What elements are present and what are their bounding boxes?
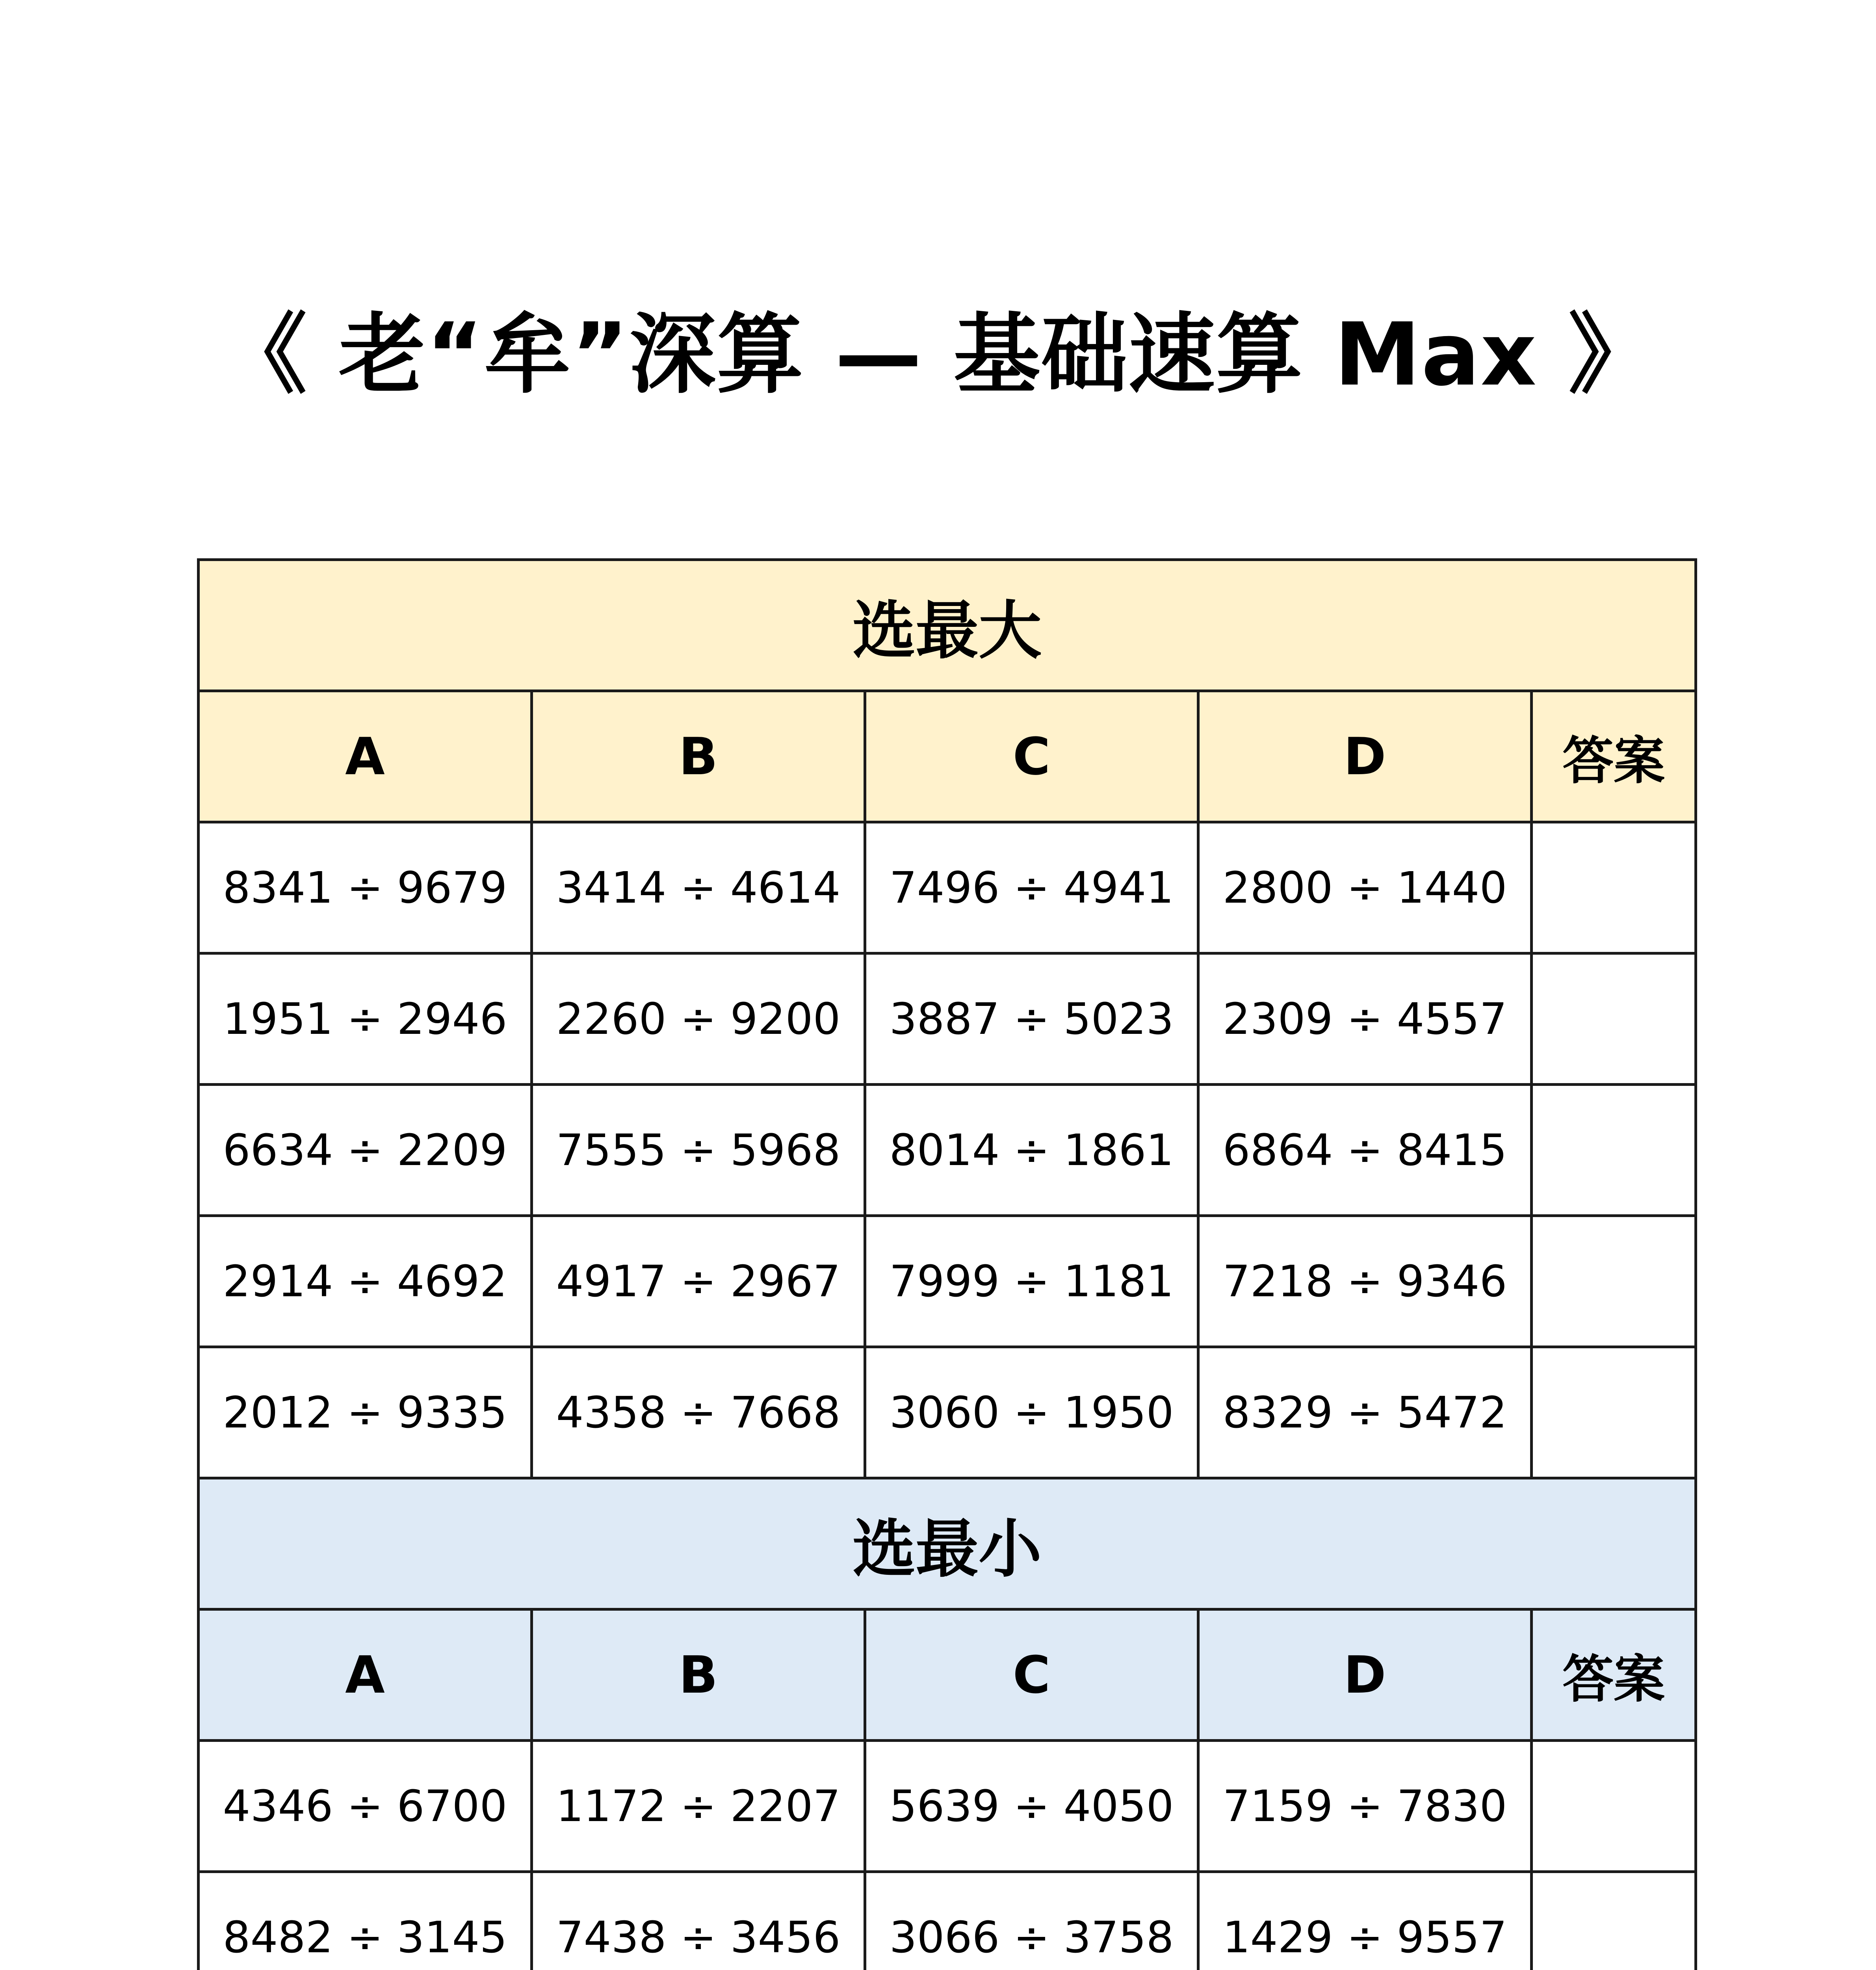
division-cell: 2260 ÷ 9200 (532, 953, 865, 1085)
division-cell: 4358 ÷ 7668 (532, 1347, 865, 1478)
division-cell: 8341 ÷ 9679 (199, 822, 532, 953)
table-row (199, 1741, 1696, 1872)
division-cell: 8482 ÷ 3145 (199, 1872, 532, 1970)
division-cell: 3060 ÷ 1950 (865, 1347, 1198, 1478)
select-min-column-header: A (199, 1609, 532, 1741)
division-cell: 3414 ÷ 4614 (532, 822, 865, 953)
division-cell: 1429 ÷ 9557 (1198, 1872, 1532, 1970)
division-cell: 3066 ÷ 3758 (865, 1872, 1198, 1970)
answer-field[interactable] (1532, 1216, 1696, 1347)
division-cell: 7555 ÷ 5968 (532, 1085, 865, 1216)
division-cell: 4346 ÷ 6700 (199, 1741, 532, 1872)
table-row (199, 1347, 1696, 1478)
division-cell: 1951 ÷ 2946 (199, 953, 532, 1085)
division-cell: 2914 ÷ 4692 (199, 1216, 532, 1347)
select-min-header-row (199, 1609, 1696, 1741)
select-max-section-title: 选最大 (199, 560, 1696, 691)
quiz-table (197, 558, 1697, 1970)
select-max-column-header: C (865, 691, 1198, 822)
division-cell: 7999 ÷ 1181 (865, 1216, 1198, 1347)
division-cell: 7496 ÷ 4941 (865, 822, 1198, 953)
division-cell: 5639 ÷ 4050 (865, 1741, 1198, 1872)
answer-field[interactable] (1532, 1741, 1696, 1872)
select-min-title-row (199, 1478, 1696, 1609)
division-cell: 8329 ÷ 5472 (1198, 1347, 1532, 1478)
select-min-column-header: D (1198, 1609, 1532, 1741)
division-cell: 3887 ÷ 5023 (865, 953, 1198, 1085)
answer-field[interactable] (1532, 1872, 1696, 1970)
table-row (199, 1085, 1696, 1216)
select-max-column-header: D (1198, 691, 1532, 822)
select-max-column-header: A (199, 691, 532, 822)
select-max-column-header: B (532, 691, 865, 822)
table-row (199, 822, 1696, 953)
select-min-answer-header: 答案 (1532, 1609, 1696, 1741)
table-row (199, 1216, 1696, 1347)
answer-field[interactable] (1532, 1347, 1696, 1478)
division-cell: 2309 ÷ 4557 (1198, 953, 1532, 1085)
division-cell: 2012 ÷ 9335 (199, 1347, 532, 1478)
answer-field[interactable] (1532, 822, 1696, 953)
select-min-column-header: C (865, 1609, 1198, 1741)
answer-field[interactable] (1532, 1085, 1696, 1216)
division-cell: 7159 ÷ 7830 (1198, 1741, 1532, 1872)
select-min-section-title: 选最小 (199, 1478, 1696, 1609)
division-cell: 6864 ÷ 8415 (1198, 1085, 1532, 1216)
select-max-header-row (199, 691, 1696, 822)
table-row (199, 953, 1696, 1085)
select-min-column-header: B (532, 1609, 865, 1741)
division-cell: 7218 ÷ 9346 (1198, 1216, 1532, 1347)
division-cell: 2800 ÷ 1440 (1198, 822, 1532, 953)
division-cell: 7438 ÷ 3456 (532, 1872, 865, 1970)
select-max-title-row (199, 560, 1696, 691)
division-cell: 4917 ÷ 2967 (532, 1216, 865, 1347)
select-max-answer-header: 答案 (1532, 691, 1696, 822)
division-cell: 1172 ÷ 2207 (532, 1741, 865, 1872)
division-cell: 8014 ÷ 1861 (865, 1085, 1198, 1216)
page-title: 《 老“牟”深算 — 基础速算 Max 》 (220, 304, 1656, 405)
division-cell: 6634 ÷ 2209 (199, 1085, 532, 1216)
table-row (199, 1872, 1696, 1970)
answer-field[interactable] (1532, 953, 1696, 1085)
